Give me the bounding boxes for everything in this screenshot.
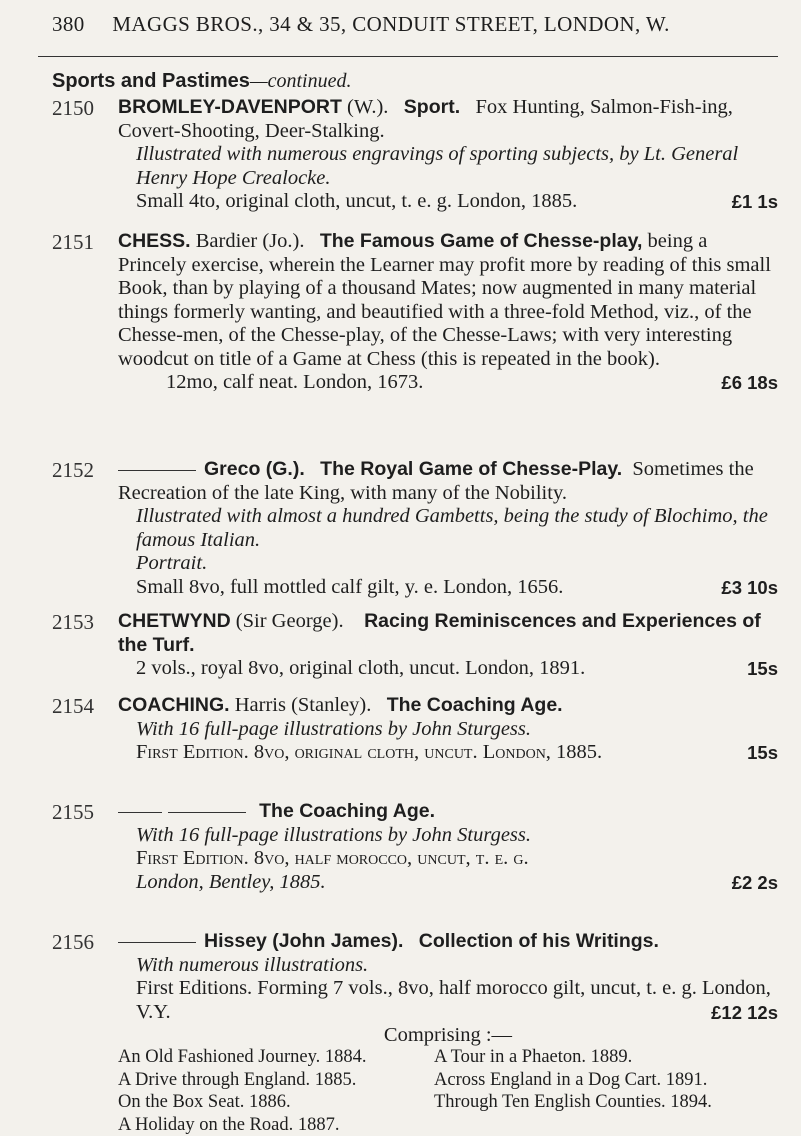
lot-number: 2150 xyxy=(52,96,94,121)
entry-author: Greco (G.). xyxy=(204,458,305,480)
entry-price: £12 12s xyxy=(711,1001,778,1025)
entry-price: £2 2s xyxy=(732,871,778,895)
entry-illustrations: Illustrated with almost a hundred Gambetts, being the study of Blochimo, the famous Italian. xyxy=(136,505,768,551)
entry-title: Sport. xyxy=(404,96,460,118)
entry-author: BROMLEY-DAVENPORT xyxy=(118,96,342,118)
entry-format: 12mo, calf neat. London, 1673. xyxy=(166,371,423,393)
entry-illustrations: With numerous illustrations. xyxy=(136,954,368,976)
lot-number: 2156 xyxy=(52,930,94,955)
lot-number: 2155 xyxy=(52,800,94,825)
work-title: A Drive through England. 1885. xyxy=(118,1069,434,1092)
entry-body xyxy=(118,800,778,894)
publisher-line: MAGGS BROS., 34 & 35, CONDUIT STREET, LONDON, W. xyxy=(112,12,669,36)
entry-format-imprint: London, Bentley, 1885. xyxy=(136,871,326,893)
entry-price: £3 10s xyxy=(721,576,778,600)
entry-author-detail: (Sir George). xyxy=(231,610,344,632)
header-rule xyxy=(38,56,778,57)
works-list xyxy=(118,1046,778,1136)
entry-author-detail: Harris (Stanley). xyxy=(230,694,372,716)
entry-description: Sometimes the Recreation of the late King, with many of the Nobility. xyxy=(118,458,754,504)
entry-title: Racing Reminiscences and Experiences of the Turf. xyxy=(118,610,761,656)
work-title: A Tour in a Phaeton. 1889. xyxy=(434,1046,778,1069)
page-header xyxy=(52,12,772,48)
ditto-rule xyxy=(118,812,162,813)
ditto-rule xyxy=(168,812,246,813)
lot-number: 2154 xyxy=(52,694,94,719)
entry-title: The Royal Game of Chesse-Play. xyxy=(320,458,622,480)
entry-author: Hissey (John James). xyxy=(204,930,403,952)
section-continued: —continued. xyxy=(250,70,352,92)
entry-author-detail: (W.). xyxy=(342,96,389,118)
entry-author: COACHING. xyxy=(118,694,230,716)
entry-body xyxy=(118,96,778,214)
work-title: Across England in a Dog Cart. 1891. xyxy=(434,1069,778,1092)
entry-portrait: Portrait. xyxy=(136,552,207,574)
entry-illustrations: Illustrated with numerous engravings of sporting subjects, by Lt. General Henry Hope Crealocke. xyxy=(136,143,738,189)
entry-title: The Coaching Age. xyxy=(387,694,563,716)
lot-number: 2151 xyxy=(52,230,94,255)
work-title: Through Ten English Counties. 1894. xyxy=(434,1091,778,1114)
entry-format: Small 4to, original cloth, uncut, t. e. g. London, 1885. xyxy=(136,190,577,212)
lot-number: 2153 xyxy=(52,610,94,635)
entry-author-detail: Bardier (Jo.). xyxy=(191,230,305,252)
entry-author: CHETWYND xyxy=(118,610,231,632)
entry-price: £1 1s xyxy=(732,190,778,214)
entry-illustrations: With 16 full-page illustrations by John Sturgess. xyxy=(136,718,531,740)
comprising-heading: Comprising :— xyxy=(118,1024,778,1048)
entry-illustrations: With 16 full-page illustrations by John Sturgess. xyxy=(136,824,531,846)
entry-format: First Edition. 8vo, original cloth, uncut. London, 1885. xyxy=(136,741,602,763)
ditto-rule xyxy=(118,470,196,471)
page-number: 380 xyxy=(52,12,85,36)
work-title: An Old Fashioned Journey. 1884. xyxy=(118,1046,434,1069)
entry-body xyxy=(118,610,778,681)
entry-price: 15s xyxy=(747,741,778,765)
ditto-rule xyxy=(118,942,196,943)
entry-description: Fox Hunting, Salmon-Fish-ing, Covert-Shooting, Deer-Stalking. xyxy=(118,96,733,142)
section-title: Sports and Pastimes xyxy=(52,70,250,92)
entry-title: Collection of his Writings. xyxy=(419,930,659,952)
entry-author: CHESS. xyxy=(118,230,191,252)
entry-format: First Edition. 8vo, half morocco, uncut, t. e. g. xyxy=(136,847,529,869)
entry-description: being a Princely exercise, wherein the Learner may profit more by reading of this small Book, than by playing of a thousand Mates; now augmented in many material things formerly wanting, and beautified with a three-fold Method, viz., of the Chesse-men, of the Chesse-play, of the Chesse-Laws; with very interesting woodcut on title of a Game at Chess (this is repeated in the book). xyxy=(118,230,771,370)
section-heading xyxy=(52,68,352,93)
entry-format: First Editions. Forming 7 vols., 8vo, half morocco gilt, uncut, t. e. g. London, V.Y. xyxy=(136,977,771,1023)
entry-body xyxy=(118,458,778,599)
entry-price: 15s xyxy=(747,657,778,681)
entry-format: 2 vols., royal 8vo, original cloth, uncut. London, 1891. xyxy=(136,657,585,679)
entry-title: The Coaching Age. xyxy=(259,800,435,822)
lot-number: 2152 xyxy=(52,458,94,483)
work-title: A Holiday on the Road. 1887. xyxy=(118,1114,434,1136)
entry-body xyxy=(118,694,778,765)
entry-title: The Famous Game of Chesse-play, xyxy=(320,230,643,252)
entry-price: £6 18s xyxy=(721,371,778,395)
entry-body xyxy=(118,230,778,395)
entry-body xyxy=(118,930,778,1048)
work-title: On the Box Seat. 1886. xyxy=(118,1091,434,1114)
entry-format: Small 8vo, full mottled calf gilt, y. e. London, 1656. xyxy=(136,576,563,598)
